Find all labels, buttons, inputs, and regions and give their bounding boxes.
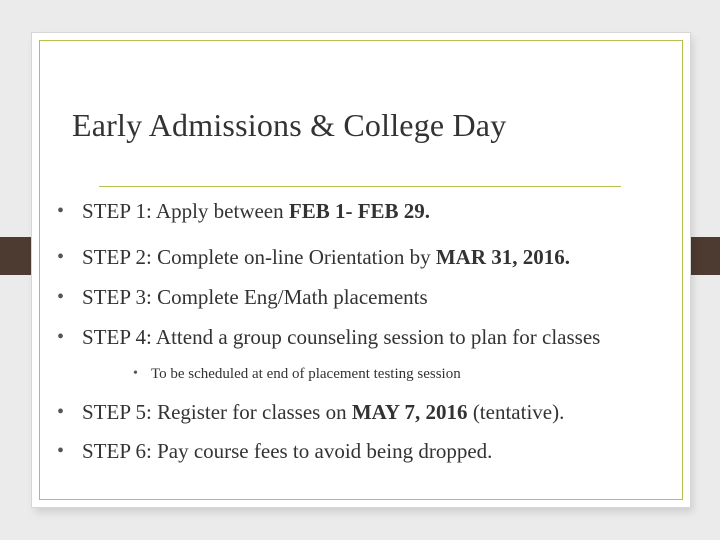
step-1-date: FEB 1- FEB 29. — [288, 199, 431, 223]
title-divider — [99, 186, 621, 187]
slide-card — [31, 32, 691, 508]
step-4-sub-text: To be scheduled at end of placement testing session — [151, 366, 461, 382]
step-4-item — [57, 324, 601, 350]
step-6-text: STEP 6: Pay course fees to avoid being dropped. — [82, 439, 493, 463]
bullet-icon: • — [57, 286, 65, 308]
step-1-text: STEP 1: Apply between — [82, 199, 289, 223]
step-5-item — [57, 399, 565, 425]
step-2-text: STEP 2: Complete on-line Orientation by — [82, 245, 436, 269]
step-3-text: STEP 3: Complete Eng/Math placements — [82, 285, 428, 309]
bullet-icon: • — [57, 200, 65, 222]
step-4-text: STEP 4: Attend a group counseling session to plan for classes — [82, 325, 601, 349]
step-1-item — [57, 198, 431, 224]
bullet-icon: • — [57, 246, 65, 268]
step-3-item — [57, 284, 428, 310]
step-2-item — [57, 244, 570, 270]
step-5-date: MAY 7, 2016 — [351, 400, 468, 424]
step-2-date: MAR 31, 2016. — [435, 245, 570, 269]
step-5-text: STEP 5: Register for classes on — [82, 400, 352, 424]
step-6-item — [57, 438, 493, 464]
slide-title: Early Admissions & College Day — [72, 107, 507, 143]
bullet-icon: • — [57, 440, 65, 462]
step-4-sub-item — [133, 365, 461, 383]
bullet-icon: • — [57, 401, 65, 423]
step-5-note: (tentative). — [467, 400, 565, 424]
bullet-icon: • — [57, 326, 65, 348]
sub-bullet-icon: • — [133, 366, 138, 381]
